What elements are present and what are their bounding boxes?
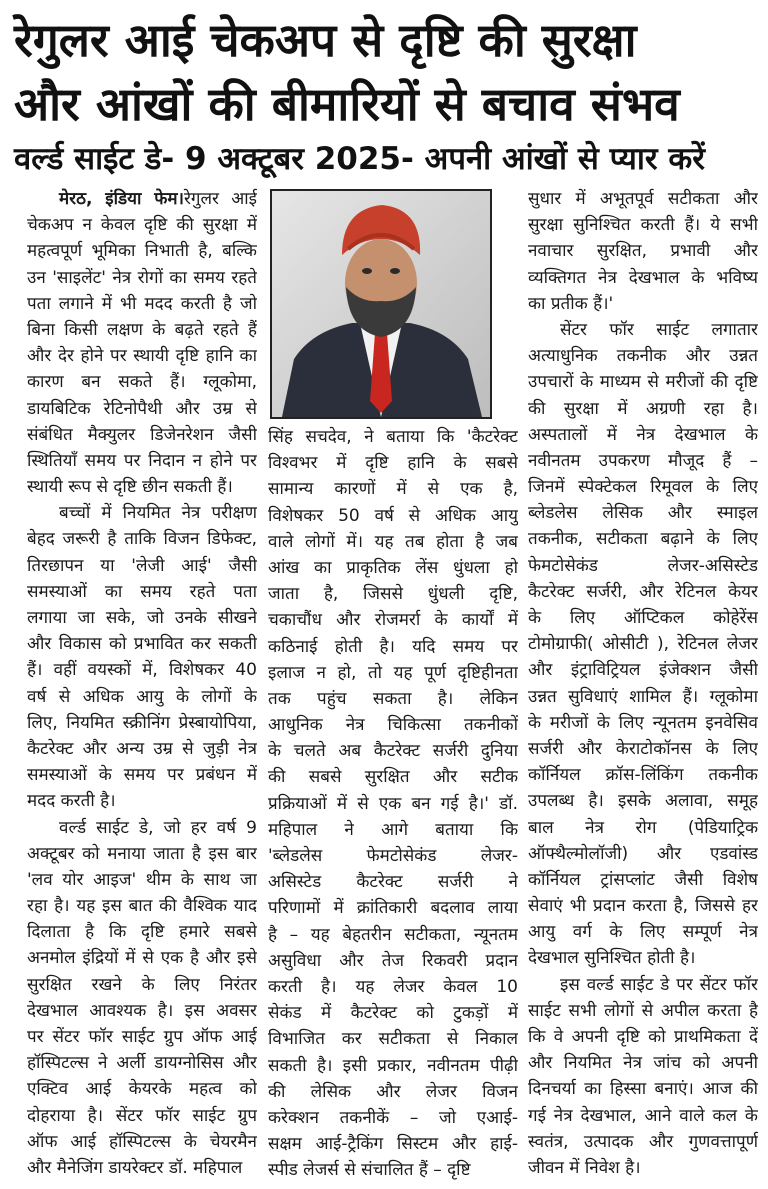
article-text-line: दोहराया है। सेंटर फॉर साईट ग्रुप xyxy=(27,1105,257,1126)
dateline: मेरठ, इंडिया फेम। xyxy=(59,189,184,209)
article-text-line: कि वे अपनी दृष्टि को प्राथमिकता दें xyxy=(528,1027,758,1047)
article-text-line: सुरक्षा सुनिश्चित करती हैं। ये सभी xyxy=(528,215,758,236)
article-text-line: सेकंड में कैटरेक्ट को टुकड़ों में xyxy=(268,1003,518,1024)
subheadline: वर्ल्ड साईट डे- 9 अक्टूबर 2025- अपनी आंखों से प्यार करें xyxy=(14,141,705,177)
article-text-line: 'लव योर आइज' थीम के साथ जा xyxy=(27,869,257,890)
article-column-1 xyxy=(27,186,257,1181)
article-text-line: सर्जरी और केराटोकॉनस के लिए xyxy=(528,738,758,759)
article-text-line: विभाजित कर सटीकता से निकाल xyxy=(268,1029,518,1050)
article-text-line: पता लगाने में भी मदद करती है जो xyxy=(27,293,257,314)
article-text-line: कैटरेक्ट और अन्य उम्र से जुड़ी नेत्र xyxy=(27,738,257,759)
article-text-line: है – यह बेहतरीन सटीकता, न्यूनतम xyxy=(268,924,518,945)
article-text-line: प्रक्रियाओं में से एक बन गई है।' डॉ. xyxy=(268,793,518,814)
article-text-line: सक्षम आई-ट्रैकिंग सिस्टम और हाई- xyxy=(268,1134,518,1155)
article-text-line: कॉर्नियल ट्रांसप्लांट जैसी विशेष xyxy=(528,869,758,890)
article-text-line: बेहद जरूरी है ताकि विजन डिफेक्ट, xyxy=(27,529,257,550)
article-text-line: असिस्टेड कैटरेक्ट सर्जरी ने xyxy=(268,872,518,893)
article-text-line: इलाज न हो, तो यह पूर्ण दृष्टिहीनता xyxy=(268,662,518,683)
article-text-line: अक्टूबर को मनाया जाता है इस बार xyxy=(27,843,257,864)
article-text-line: विशेषकर 50 वर्ष से अधिक आयु xyxy=(268,505,518,526)
article-text-line: विश्वभर में दृष्टि हानि के सबसे xyxy=(268,453,518,474)
article-text-line: इस वर्ल्ड साईट डे पर सेंटर फॉर xyxy=(560,974,758,995)
portrait-photo xyxy=(270,189,492,419)
article-text-line: उन्नत सुविधाएं शामिल हैं। ग्लूकोमा xyxy=(528,686,758,707)
article-text-line: और विकास को प्रभावित कर सकती xyxy=(27,634,257,655)
article-text-line: जाता है, जिससे धुंधली दृष्टि, xyxy=(268,584,518,605)
article-text-line: परिणामों में क्रांतिकारी बदलाव लाया xyxy=(268,898,518,919)
article-text-line: फेमटोसेकंड लेजर-असिस्टेड xyxy=(528,555,758,576)
article-text: रेगुलर आई xyxy=(183,189,257,209)
article-text-line: एक्टिव आई केयरके महत्व को xyxy=(27,1079,257,1100)
article-text-line: ऑफ आई हॉस्पिटल्स के चेयरमैन xyxy=(27,1131,257,1152)
article-text-line: पर सेंटर फॉर साईट ग्रुप ऑफ आई xyxy=(27,1027,257,1047)
article-text-line: आंख का प्राकृतिक लेंस धुंधला हो xyxy=(268,557,518,578)
article-text-line: कठिनाई होती है। यदि समय पर xyxy=(268,636,518,657)
article-text-line: सुधार में अभूतपूर्व सटीकता और xyxy=(528,189,758,209)
article-text-line: हॉस्पिटल्स ने अर्ली डायग्नोसिस और xyxy=(27,1053,257,1074)
article-text-line: आयु वर्ग के लिए सम्पूर्ण नेत्र xyxy=(528,922,758,943)
article-text-line: दिनचर्या का हिस्सा बनाएं। आज की xyxy=(528,1079,758,1100)
article-text-line: देखभाल सुनिश्चित होती है। xyxy=(528,948,696,969)
article-text-line: ब्लेडलेस लेसिक और स्माइल xyxy=(528,503,758,524)
article-text-line: स्वतंत्र, उत्पादक और गुणवत्तापूर्ण xyxy=(528,1131,758,1152)
article-text-line: आधुनिक नेत्र चिकित्सा तकनीकों xyxy=(268,715,518,736)
person-portrait-icon xyxy=(272,191,490,417)
article-text-line: अस्पतालों में नेत्र देखभाल के xyxy=(528,424,758,445)
article-text-line: स्थायी रूप से दृष्टि छीन सकती हैं। xyxy=(27,477,233,498)
article-text-line: 'ब्लेडलेस फेमटोसेकंड लेजर- xyxy=(268,846,518,866)
article-text-line: वर्ष से अधिक आयु के लोगों के xyxy=(27,686,257,707)
article-text-line: दिलाता है कि दृष्टि हमारे सबसे xyxy=(27,922,257,943)
article-text-line: और इंट्राविट्रियल इंजेक्शन जैसी xyxy=(528,660,758,681)
article-column-3 xyxy=(528,186,758,1181)
article-text-line: के मरीजों के लिए न्यूनतम इनवेसिव xyxy=(528,712,758,733)
article-text-line: स्थितियाँ समय पर निदान न होने पर xyxy=(27,450,257,471)
article-text-line: टोमोग्राफी( ओसीटी ), रेटिनल लेजर xyxy=(528,634,758,655)
article-text-line: व्यक्तिगत नेत्र देखभाल के भविष्य xyxy=(528,267,758,288)
article-text-line: हैं। वहीं वयस्कों में, विशेषकर 40 xyxy=(27,660,257,681)
article-text-line: लिए, नियमित स्क्रीनिंग प्रेस्बायोपिया, xyxy=(27,712,257,733)
article-text-line: जीवन में निवेश है। xyxy=(528,1157,641,1178)
article-text-line: करेक्शन तकनीकें – जो एआई- xyxy=(268,1107,518,1128)
article-text-line: सेवाएं भी प्रदान करता है, जिससे हर xyxy=(528,896,758,917)
article-text-line: बिना किसी लक्षण के बढ़ते रहते हैं xyxy=(27,319,257,340)
article-text-line: डायबिटिक रेटिनोपैथी और उम्र से xyxy=(27,398,257,419)
article-text-line: का प्रतीक हैं।' xyxy=(528,293,614,314)
article-text-line: तिरछापन या 'लेजी आई' जैसी xyxy=(27,555,257,576)
article-text-line xyxy=(27,186,257,212)
article-text-line: स्पीड लेजर्स से संचालित हैं – दृष्टि xyxy=(268,1160,471,1181)
article-text-line: अनमोल इंद्रियों में से एक है और इसे xyxy=(27,948,257,969)
article-text-line: गई नेत्र देखभाल, आने वाले कल के xyxy=(528,1105,758,1126)
article-text-line: समस्याओं के समय पर प्रबंधन में xyxy=(27,765,257,786)
article-text-line: देखभाल आवश्यक है। इस अवसर xyxy=(27,1000,257,1021)
article-text-line: करती है। यह लेजर केवल 10 xyxy=(268,976,518,997)
article-text-line: और नियमित नेत्र जांच को अपनी xyxy=(528,1053,758,1074)
article-text-line: लगाया जा सके, जो उनके सीखने xyxy=(27,608,257,628)
article-text-line: के लिए ऑप्टिकल कोहेरेंस xyxy=(528,608,758,628)
article-text-line: तकनीक, सटीकता बढ़ाने के लिए xyxy=(528,529,758,550)
article-text-line: सकती है। इसी प्रकार, नवीनतम पीढ़ी xyxy=(268,1055,518,1076)
article-text-line: तक पहुंच सकता है। लेकिन xyxy=(268,688,518,709)
article-text-line: संबंधित मैक्युलर डिजेनरेशन जैसी xyxy=(27,424,257,445)
article-text-line: सिंह सचदेव, ने बताया कि 'कैटरेक्ट xyxy=(268,427,518,447)
article-text-line: बाल नेत्र रोग (पेडियाट्रिक xyxy=(528,817,758,838)
article-text-line: महत्वपूर्ण भूमिका निभाती है, बल्कि xyxy=(27,241,257,262)
article-text-line: चेकअप न केवल दृष्टि की सुरक्षा में xyxy=(27,215,257,236)
article-text-line: वर्ल्ड साईट डे, जो हर वर्ष 9 xyxy=(59,817,257,838)
article-text-line: समस्याओं का समय रहते पता xyxy=(27,581,257,602)
article-text-line: जिनमें स्पेक्टेकल रिमूवल के लिए xyxy=(528,477,758,498)
article-text-line: वाले लोगों में। यह तब होता है जब xyxy=(268,531,518,552)
article-text-line: कैटरेक्ट सर्जरी, और रेटिनल केयर xyxy=(528,581,758,602)
article-text-line: साईट सभी लोगों से अपील करता है xyxy=(528,1000,758,1021)
article-text-line: मदद करती है। xyxy=(27,791,116,812)
article-text-line: और देर होने पर स्थायी दृष्टि हानि का xyxy=(27,346,257,367)
article-text-line: की सबसे सुरक्षित और सटीक xyxy=(268,767,518,788)
article-text-line: रहा है। यह इस बात की वैश्विक याद xyxy=(27,896,257,917)
article-text-line: कारण बन सकते हैं। ग्लूकोमा, xyxy=(27,372,257,393)
article-text-line: ऑफ्थैल्मोलॉजी) और एडवांस्ड xyxy=(528,843,758,864)
article-text-line: उपचारों के माध्यम से मरीजों की दृष्टि xyxy=(528,372,758,393)
headline-line-1: रेगुलर आई चेकअप से दृष्टि की सुरक्षा xyxy=(14,13,637,67)
article-column-2 xyxy=(268,424,518,1183)
article-text-line: बच्चों में नियमित नेत्र परीक्षण xyxy=(59,503,257,524)
article-text-line: सामान्य कारणों में से एक है, xyxy=(268,479,518,500)
article-text-line: नवाचार सुरक्षित, प्रभावी और xyxy=(528,241,758,262)
article-text-line: उपलब्ध है। इसके अलावा, समूह xyxy=(528,791,758,812)
article-text-line: उन 'साइलेंट' नेत्र रोगों का समय रहते xyxy=(27,267,257,288)
article-text-line: सुरक्षित रखने के लिए निरंतर xyxy=(27,974,257,995)
headline-line-2: और आंखों की बीमारियों से बचाव संभव xyxy=(14,77,680,131)
article-text-line: की लेसिक और लेजर विजन xyxy=(268,1081,518,1102)
article-text-line: नवीनतम उपकरण मौजूद हैं – xyxy=(528,450,758,471)
article-text-line: अत्याधुनिक तकनीक और उन्नत xyxy=(528,346,758,367)
article-text-line: सेंटर फॉर साईट लगातार xyxy=(560,319,758,340)
article-text-line: चकाचौंध और रोजमर्रा के कार्यों में xyxy=(268,610,518,631)
article-text-line: कॉर्नियल क्रॉस-लिंकिंग तकनीक xyxy=(528,765,758,786)
article-text-line: के चलते अब कैटरेक्ट सर्जरी दुनिया xyxy=(268,741,518,762)
article-text-line: की सुरक्षा में अग्रणी रहा है। xyxy=(528,398,758,419)
article-text-line: महिपाल ने आगे बताया कि xyxy=(268,819,518,840)
article-text-line: और मैनेजिंग डायरेक्टर डॉ. महिपाल xyxy=(27,1157,243,1178)
article-text-line: असुविधा और तेज रिकवरी प्रदान xyxy=(268,950,518,971)
